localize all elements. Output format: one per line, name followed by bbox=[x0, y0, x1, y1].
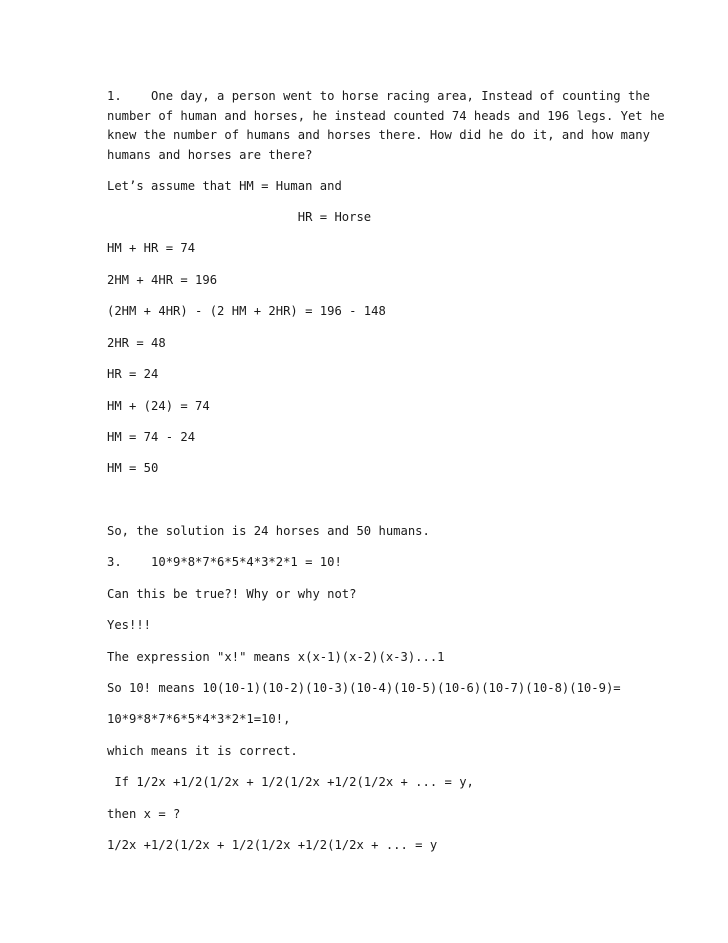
equation-line: HM + (24) = 74 bbox=[107, 399, 210, 413]
problem-1-line-1: 1. One day, a person went to horse racing area, Instead of counting the bbox=[107, 89, 650, 103]
assumption-line-1: Let’s assume that HM = Human and bbox=[107, 179, 342, 193]
equation-line: HM = 50 bbox=[107, 461, 159, 475]
equation-line: (2HM + 4HR) - (2 HM + 2HR) = 196 - 148 bbox=[107, 304, 386, 318]
equation-line: 2HM + 4HR = 196 bbox=[107, 273, 218, 287]
assumption-line-2: HR = Horse bbox=[107, 210, 372, 224]
equation-line: HM = 74 - 24 bbox=[107, 430, 196, 444]
explanation-line: So 10! means 10(10-1)(10-2)(10-3)(10-4)(10-5)(10-6)(10-7)(10-8)(10-9)= bbox=[107, 681, 621, 695]
equation-line: HR = 24 bbox=[107, 367, 159, 381]
problem-1-line-2: number of human and horses, he instead counted 74 heads and 196 legs. Yet he bbox=[107, 109, 665, 123]
problem-line: If 1/2x +1/2(1/2x + 1/2(1/2x +1/2(1/2x + ... = y, bbox=[107, 775, 474, 789]
answer-line: Yes!!! bbox=[107, 618, 152, 632]
solution-line: So, the solution is 24 horses and 50 humans. bbox=[107, 524, 430, 538]
equation-line: 1/2x +1/2(1/2x + 1/2(1/2x +1/2(1/2x + ... = y bbox=[107, 838, 438, 852]
question-line: Can this be true?! Why or why not? bbox=[107, 587, 357, 601]
problem-3-line: 3. 10*9*8*7*6*5*4*3*2*1 = 10! bbox=[107, 555, 342, 569]
equation-line: HM + HR = 74 bbox=[107, 241, 196, 255]
explanation-line: 10*9*8*7*6*5*4*3*2*1=10!, bbox=[107, 712, 291, 726]
problem-1-line-3: knew the number of humans and horses there. How did he do it, and how many bbox=[107, 128, 650, 142]
equation-line: 2HR = 48 bbox=[107, 336, 166, 350]
conclusion-line: which means it is correct. bbox=[107, 744, 298, 758]
problem-line: then x = ? bbox=[107, 807, 181, 821]
problem-1-line-4: humans and horses are there? bbox=[107, 148, 313, 162]
explanation-line: The expression "x!" means x(x-1)(x-2)(x-3)...1 bbox=[107, 650, 445, 664]
